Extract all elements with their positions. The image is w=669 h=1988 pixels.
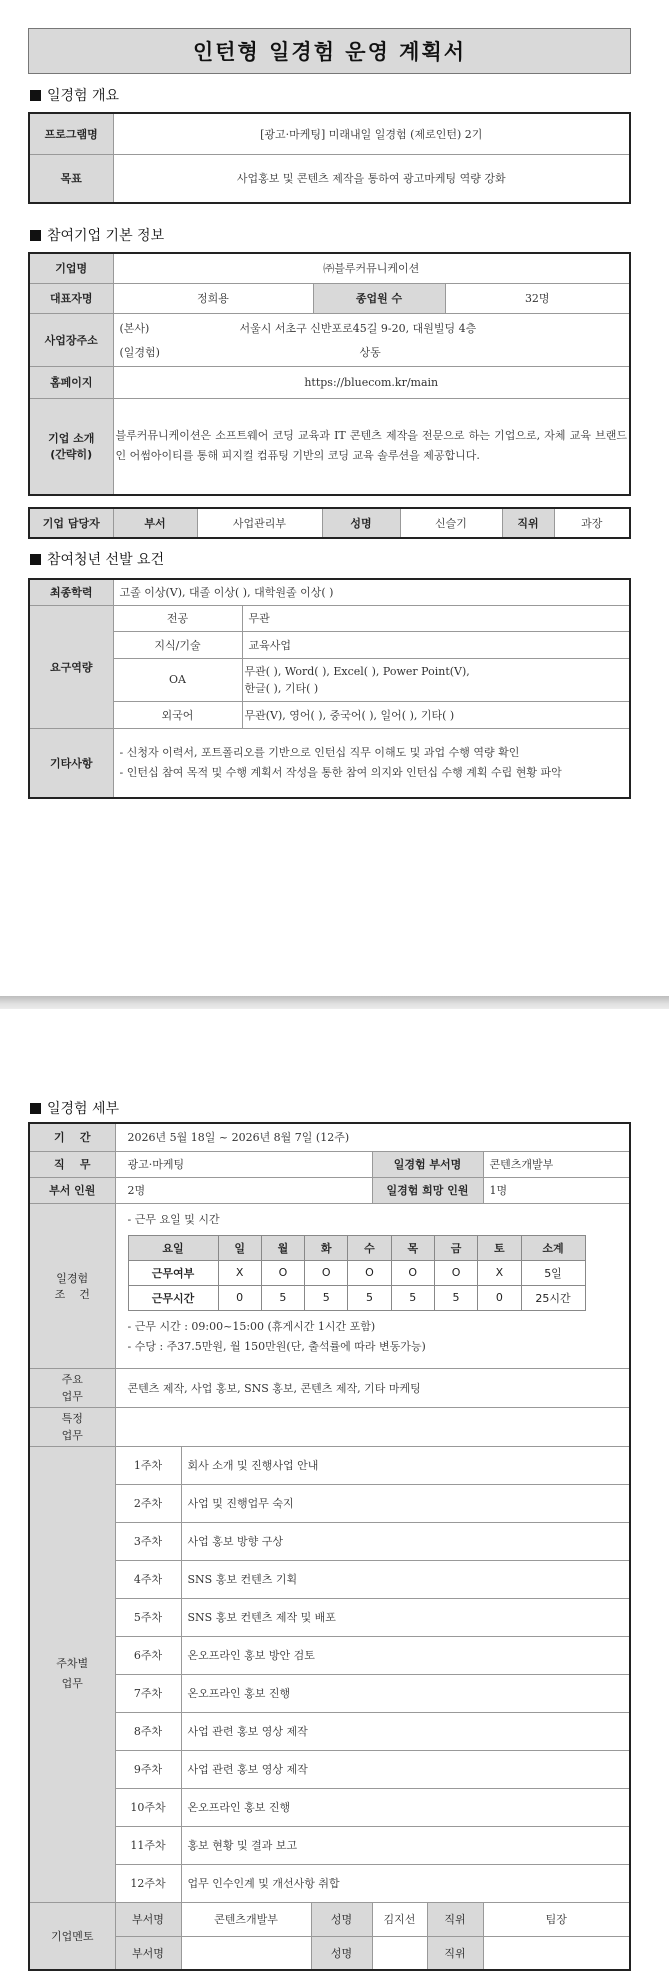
mentor-dept-value: 콘텐츠개발부 <box>181 1902 311 1936</box>
week-task: SNS 홍보 컨텐츠 기획 <box>181 1560 630 1598</box>
program-label: 프로그램명 <box>29 113 113 154</box>
contact-name-value: 신슬기 <box>400 508 502 538</box>
mentor-row <box>29 1936 630 1970</box>
section-heading-detail <box>30 1098 119 1118</box>
employees-label: 종업원 수 <box>313 283 445 313</box>
intro-label-line-2: (간략히) <box>50 448 93 462</box>
table-row <box>29 1151 630 1177</box>
schedule-header-row <box>128 1235 585 1260</box>
main-task-label-line-1: 주요 <box>61 1372 83 1386</box>
week-row <box>29 1636 630 1674</box>
hope-label: 일경험 희망 인원 <box>372 1177 483 1203</box>
week-row <box>29 1712 630 1750</box>
address-label: 사업장주소 <box>29 313 113 366</box>
section-heading-text: 일경험 세부 <box>47 1101 120 1117</box>
table-row <box>29 579 630 605</box>
overview-table <box>28 112 631 204</box>
staff-label: 부서 인원 <box>29 1177 115 1203</box>
major-label: 전공 <box>113 605 242 631</box>
condition-label-line-1: 일경험 <box>56 1271 89 1285</box>
work-time-text: - 근무 시간 : 09:00~15:00 (휴게시간 1시간 포함) <box>127 1319 376 1333</box>
contact-table <box>28 507 631 539</box>
section-heading-overview <box>30 85 119 105</box>
homepage-link[interactable]: https://bluecom.kr/main <box>113 366 630 398</box>
week-row <box>29 1560 630 1598</box>
table-row <box>29 154 630 203</box>
week-row <box>29 1674 630 1712</box>
week-row <box>29 1446 630 1484</box>
section-heading-company <box>30 225 164 245</box>
oa-value-line-1: 무관( ), Word( ), Excel( ), Power Point(V), <box>244 664 470 678</box>
week-task: 홍보 현황 및 결과 보고 <box>181 1826 630 1864</box>
contact-label: 기업 담당자 <box>29 508 113 538</box>
week-number: 2주차 <box>115 1484 181 1522</box>
table-row <box>29 508 630 538</box>
week-task: 사업 홍보 방향 구상 <box>181 1522 630 1560</box>
skill-label: 지식/기술 <box>113 631 242 658</box>
mentor-position-label: 직위 <box>427 1936 483 1970</box>
week-row <box>29 1750 630 1788</box>
week-number: 9주차 <box>115 1750 181 1788</box>
condition-label <box>29 1203 115 1368</box>
etc-line-1: - 신청자 이력서, 포트폴리오를 기반으로 인턴십 직무 이해도 및 과업 수행 역량 확인 <box>119 745 520 759</box>
schedule-cell: 5 <box>348 1285 391 1310</box>
job-value: 광고·마케팅 <box>115 1151 372 1177</box>
schedule-header: 금 <box>434 1235 477 1260</box>
special-task-label-line-2: 업무 <box>61 1428 83 1442</box>
mentor-dept-label: 부서명 <box>115 1902 181 1936</box>
main-task-label <box>29 1368 115 1407</box>
schedule-cell: O <box>348 1260 391 1285</box>
address-hq-tag: (본사) <box>119 321 150 335</box>
condition-intro: - 근무 요일 및 시간 <box>127 1212 220 1226</box>
schedule-cell: 25시간 <box>521 1285 585 1310</box>
week-row <box>29 1484 630 1522</box>
address-hq-value: 서울시 서초구 신반포로45길 9-20, 대원빌딩 4층 <box>239 321 477 335</box>
week-task: 온오프라인 홍보 방안 검토 <box>181 1636 630 1674</box>
mentor-dept-value <box>181 1936 311 1970</box>
detail-table <box>28 1122 631 1971</box>
week-task: 사업 관련 홍보 영상 제작 <box>181 1750 630 1788</box>
intro-value: 블루커뮤니케이션은 소프트웨어 코딩 교육과 IT 콘텐츠 제작을 전문으로 하는 기업으로, 자체 교육 브랜드인 어썸아이티를 통해 피지컬 컴퓨팅 기반의 코딩 교육 솔루션을 제공합니다. <box>113 398 630 495</box>
competency-label: 요구역량 <box>29 605 113 728</box>
schedule-cell: O <box>434 1260 477 1285</box>
etc-value <box>113 728 630 798</box>
major-value: 무관 <box>242 605 630 631</box>
weekly-task-label-line-2: 업무 <box>61 1677 83 1690</box>
goal-label: 목표 <box>29 154 113 203</box>
condition-cell <box>115 1203 630 1368</box>
square-bullet-icon <box>30 230 41 241</box>
square-bullet-icon <box>30 554 41 565</box>
hope-value: 1명 <box>483 1177 630 1203</box>
table-row <box>29 113 630 154</box>
table-row <box>29 658 630 701</box>
contact-position-label: 직위 <box>502 508 554 538</box>
table-row <box>29 1407 630 1446</box>
section-heading-text: 일경험 개요 <box>47 88 120 104</box>
week-task: 사업 및 진행업무 숙지 <box>181 1484 630 1522</box>
schedule-header: 소계 <box>521 1235 585 1260</box>
table-row <box>29 398 630 495</box>
schedule-header: 수 <box>348 1235 391 1260</box>
address-work-tag: (일경험) <box>119 345 160 359</box>
week-number: 1주차 <box>115 1446 181 1484</box>
schedule-header: 화 <box>305 1235 348 1260</box>
schedule-header: 월 <box>261 1235 304 1260</box>
dept-value: 콘텐츠개발부 <box>483 1151 630 1177</box>
schedule-header: 요일 <box>128 1235 218 1260</box>
page-break-divider <box>0 996 669 1009</box>
table-row <box>29 253 630 283</box>
section-heading-requirements <box>30 549 164 569</box>
special-task-label-line-1: 특정 <box>61 1411 83 1425</box>
schedule-row-label: 근무여부 <box>128 1260 218 1285</box>
employees-value: 32명 <box>445 283 630 313</box>
company-name-label: 기업명 <box>29 253 113 283</box>
education-label: 최종학력 <box>29 579 113 605</box>
table-row <box>29 1368 630 1407</box>
week-task: 사업 관련 홍보 영상 제작 <box>181 1712 630 1750</box>
contact-name-label: 성명 <box>322 508 400 538</box>
goal-value: 사업홍보 및 콘텐츠 제작을 통하여 광고마케팅 역량 강화 <box>113 154 630 203</box>
education-value: 고졸 이상(V), 대졸 이상( ), 대학원졸 이상( ) <box>113 579 630 605</box>
oa-value <box>242 658 630 701</box>
period-label: 기 간 <box>29 1123 115 1151</box>
schedule-cell: 0 <box>478 1285 521 1310</box>
schedule-cell: X <box>478 1260 521 1285</box>
week-number: 7주차 <box>115 1674 181 1712</box>
schedule-row-label: 근무시간 <box>128 1285 218 1310</box>
week-row <box>29 1598 630 1636</box>
schedule-cell: O <box>391 1260 434 1285</box>
homepage-label: 홈페이지 <box>29 366 113 398</box>
square-bullet-icon <box>30 90 41 101</box>
week-number: 11주차 <box>115 1826 181 1864</box>
section-heading-text: 참여기업 기본 정보 <box>47 228 165 244</box>
table-row <box>29 1203 630 1368</box>
week-number: 5주차 <box>115 1598 181 1636</box>
ceo-label: 대표자명 <box>29 283 113 313</box>
lang-value: 무관(V), 영어( ), 중국어( ), 일어( ), 기타( ) <box>242 701 630 728</box>
job-label: 직 무 <box>29 1151 115 1177</box>
week-task: SNS 홍보 컨텐츠 제작 및 배포 <box>181 1598 630 1636</box>
week-number: 6주차 <box>115 1636 181 1674</box>
staff-value: 2명 <box>115 1177 372 1203</box>
schedule-header: 일 <box>218 1235 261 1260</box>
schedule-cell: X <box>218 1260 261 1285</box>
schedule-row-hours <box>128 1285 585 1310</box>
schedule-cell: 0 <box>218 1285 261 1310</box>
company-name-value: ㈜블루커뮤니케이션 <box>113 253 630 283</box>
mentor-position-label: 직위 <box>427 1902 483 1936</box>
section-heading-text: 참여청년 선발 요건 <box>47 552 165 568</box>
condition-label-line-2: 조 건 <box>54 1287 90 1301</box>
program-value: [광고·마케팅] 미래내일 일경험 (제로인턴) 2기 <box>113 113 630 154</box>
company-table <box>28 252 631 496</box>
mentor-name-value: 김지선 <box>372 1902 427 1936</box>
dept-label: 일경험 부서명 <box>372 1151 483 1177</box>
contact-dept-value: 사업관리부 <box>197 508 322 538</box>
lang-label: 외국어 <box>113 701 242 728</box>
schedule-cell: 5 <box>434 1285 477 1310</box>
main-task-value: 콘텐츠 제작, 사업 홍보, SNS 홍보, 콘텐츠 제작, 기타 마케팅 <box>115 1368 630 1407</box>
schedule-header: 토 <box>478 1235 521 1260</box>
week-row <box>29 1864 630 1902</box>
week-number: 12주차 <box>115 1864 181 1902</box>
schedule-cell: 5 <box>305 1285 348 1310</box>
ceo-value: 정희용 <box>113 283 313 313</box>
week-number: 10주차 <box>115 1788 181 1826</box>
etc-label: 기타사항 <box>29 728 113 798</box>
contact-dept-label: 부서 <box>113 508 197 538</box>
table-row <box>29 701 630 728</box>
schedule-cell: 5 <box>391 1285 434 1310</box>
week-task: 회사 소개 및 진행사업 안내 <box>181 1446 630 1484</box>
table-row <box>29 728 630 798</box>
table-row <box>29 313 630 366</box>
skill-value: 교육사업 <box>242 631 630 658</box>
schedule-cell: O <box>305 1260 348 1285</box>
mentor-label: 기업멘토 <box>29 1902 115 1970</box>
week-row <box>29 1788 630 1826</box>
mentor-name-value <box>372 1936 427 1970</box>
weekly-task-label-line-1: 주차별 <box>56 1657 89 1670</box>
mentor-position-value <box>483 1936 630 1970</box>
table-row <box>29 1123 630 1151</box>
special-task-label <box>29 1407 115 1446</box>
table-row <box>29 283 630 313</box>
table-row <box>29 605 630 631</box>
etc-line-2: - 인턴십 참여 목적 및 수행 계획서 작성을 통한 참여 의지와 인턴십 수행 계획 수립 현황 파악 <box>119 765 562 779</box>
requirements-table <box>28 578 631 799</box>
mentor-name-label: 성명 <box>311 1936 372 1970</box>
week-task: 업무 인수인계 및 개선사항 취합 <box>181 1864 630 1902</box>
pay-text: - 수당 : 주37.5만원, 월 150만원(단, 출석률에 따라 변동가능) <box>127 1339 426 1353</box>
schedule-header: 목 <box>391 1235 434 1260</box>
week-row <box>29 1522 630 1560</box>
week-task: 온오프라인 홍보 진행 <box>181 1788 630 1826</box>
table-row <box>29 1177 630 1203</box>
schedule-row-workday <box>128 1260 585 1285</box>
table-row <box>29 366 630 398</box>
week-row <box>29 1826 630 1864</box>
contact-position-value: 과장 <box>554 508 630 538</box>
week-number: 3주차 <box>115 1522 181 1560</box>
schedule-cell: O <box>261 1260 304 1285</box>
document-title: 인턴형 일경험 운영 계획서 <box>28 28 631 74</box>
address-work-value: 상동 <box>359 345 381 359</box>
square-bullet-icon <box>30 1103 41 1114</box>
schedule-cell: 5일 <box>521 1260 585 1285</box>
special-task-value <box>115 1407 630 1446</box>
intro-label-line-1: 기업 소개 <box>48 432 95 446</box>
intro-label <box>29 398 113 495</box>
main-task-label-line-2: 업무 <box>61 1389 83 1403</box>
mentor-position-value: 팀장 <box>483 1902 630 1936</box>
mentor-dept-label: 부서명 <box>115 1936 181 1970</box>
week-number: 4주차 <box>115 1560 181 1598</box>
period-value: 2026년 5월 18일 ~ 2026년 8월 7일 (12주) <box>115 1123 630 1151</box>
schedule-cell: 5 <box>261 1285 304 1310</box>
oa-label: OA <box>113 658 242 701</box>
week-number: 8주차 <box>115 1712 181 1750</box>
oa-value-line-2: 한글( ), 기타( ) <box>244 681 319 695</box>
table-row <box>29 631 630 658</box>
weekly-task-label <box>29 1446 115 1902</box>
mentor-name-label: 성명 <box>311 1902 372 1936</box>
mentor-row <box>29 1902 630 1936</box>
week-task: 온오프라인 홍보 진행 <box>181 1674 630 1712</box>
schedule-table <box>128 1235 586 1311</box>
address-cell <box>113 313 630 366</box>
